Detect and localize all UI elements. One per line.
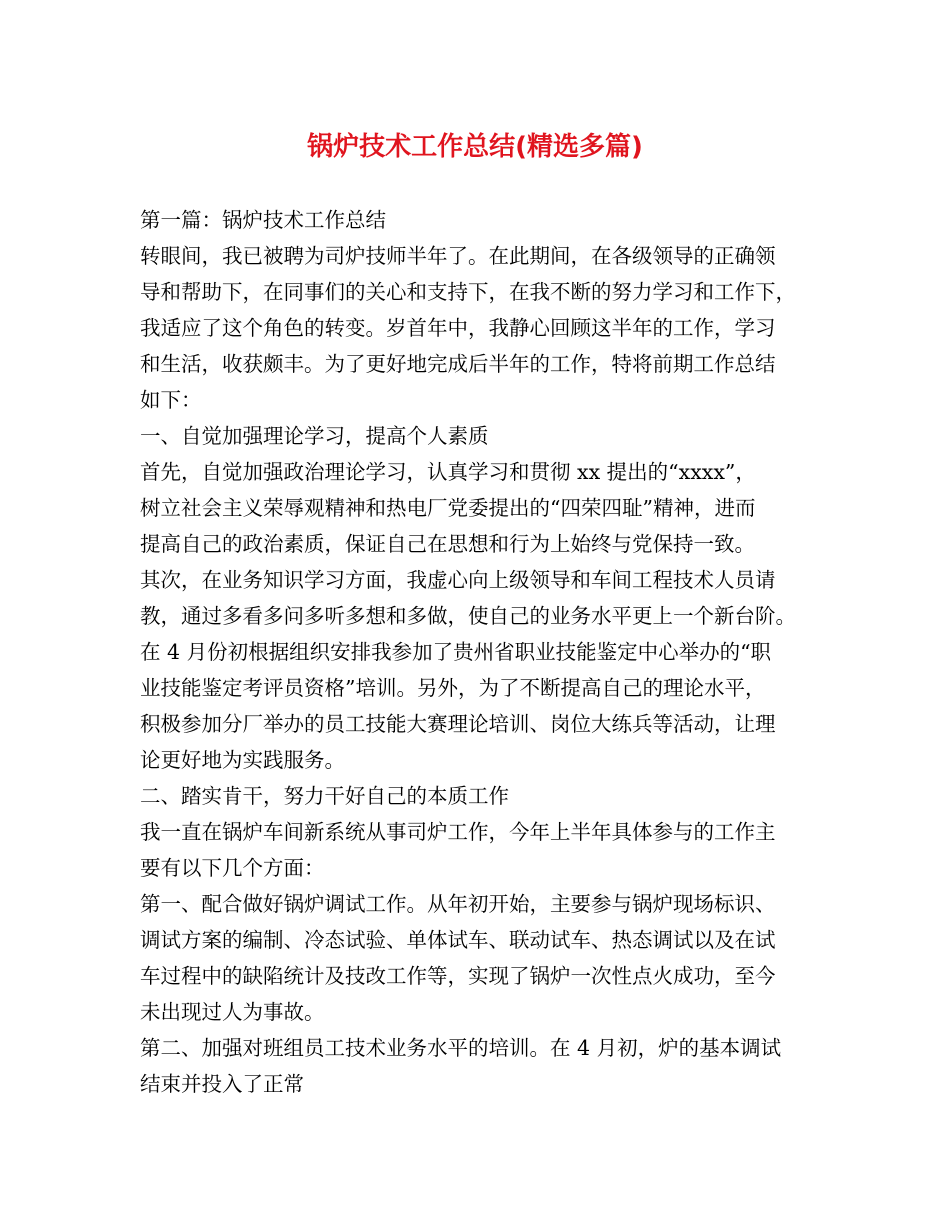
text-line: 一、自觉加强理论学习，提高个人素质 (140, 424, 489, 448)
text-line: 第二、加强对班组员工技术业务水平的培训。在 4 月初，炉的基本调试 (140, 1036, 782, 1060)
text-line: 树立社会主义荣辱观精神和热电厂党委提出的“四荣四耻”精神，进而 (140, 496, 756, 520)
text-line: 转眼间，我已被聘为司炉技师半年了。在此期间，在各级领导的正确领 (140, 244, 776, 268)
text-line: 我适应了这个角色的转变。岁首年中，我静心回顾这半年的工作，学习 (140, 316, 776, 340)
text-line: 积极参加分厂举办的员工技能大赛理论培训、岗位大练兵等活动，让理 (140, 712, 776, 736)
text-line: 提高自己的政治素质，保证自己在思想和行为上始终与党保持一致。 (140, 532, 755, 556)
text-line: 首先，自觉加强政治理论学习，认真学习和贯彻 xx 提出的“xxxx”， (140, 460, 756, 484)
text-line: 第一、配合做好锅炉调试工作。从年初开始，主要参与锅炉现场标识、 (140, 892, 776, 916)
document-title: 锅炉技术工作总结(精选多篇) (307, 132, 643, 162)
text-line: 论更好地为实践服务。 (140, 748, 345, 772)
text-line: 第一篇：锅炉技术工作总结 (140, 208, 386, 232)
text-line: 我一直在锅炉车间新系统从事司炉工作，今年上半年具体参与的工作主 (140, 820, 776, 844)
text-line: 导和帮助下，在同事们的关心和支持下，在我不断的努力学习和工作下， (140, 280, 796, 304)
text-line: 结束并投入了正常 (140, 1072, 304, 1096)
text-line: 在 4 月份初根据组织安排我参加了贵州省职业技能鉴定中心举办的“职 (140, 640, 772, 664)
text-line: 二、踏实肯干，努力干好自己的本质工作 (140, 784, 509, 808)
text-line: 业技能鉴定考评员资格”培训。另外，为了不断提高自己的理论水平， (140, 676, 766, 700)
text-line: 教，通过多看多问多听多想和多做，使自己的业务水平更上一个新台阶。 (140, 604, 796, 628)
text-line: 未出现过人为事故。 (140, 1000, 325, 1024)
text-line: 调试方案的编制、冷态试验、单体试车、联动试车、热态调试以及在试 (140, 928, 776, 952)
text-line: 要有以下几个方面： (140, 856, 325, 880)
text-line: 和生活，收获颇丰。为了更好地完成后半年的工作，特将前期工作总结 (140, 352, 776, 376)
text-line: 其次，在业务知识学习方面，我虚心向上级领导和车间工程技术人员请 (140, 568, 776, 592)
text-line: 如下： (140, 388, 202, 412)
document-body (140, 202, 820, 1102)
text-line: 车过程中的缺陷统计及技改工作等，实现了锅炉一次性点火成功，至今 (140, 964, 776, 988)
